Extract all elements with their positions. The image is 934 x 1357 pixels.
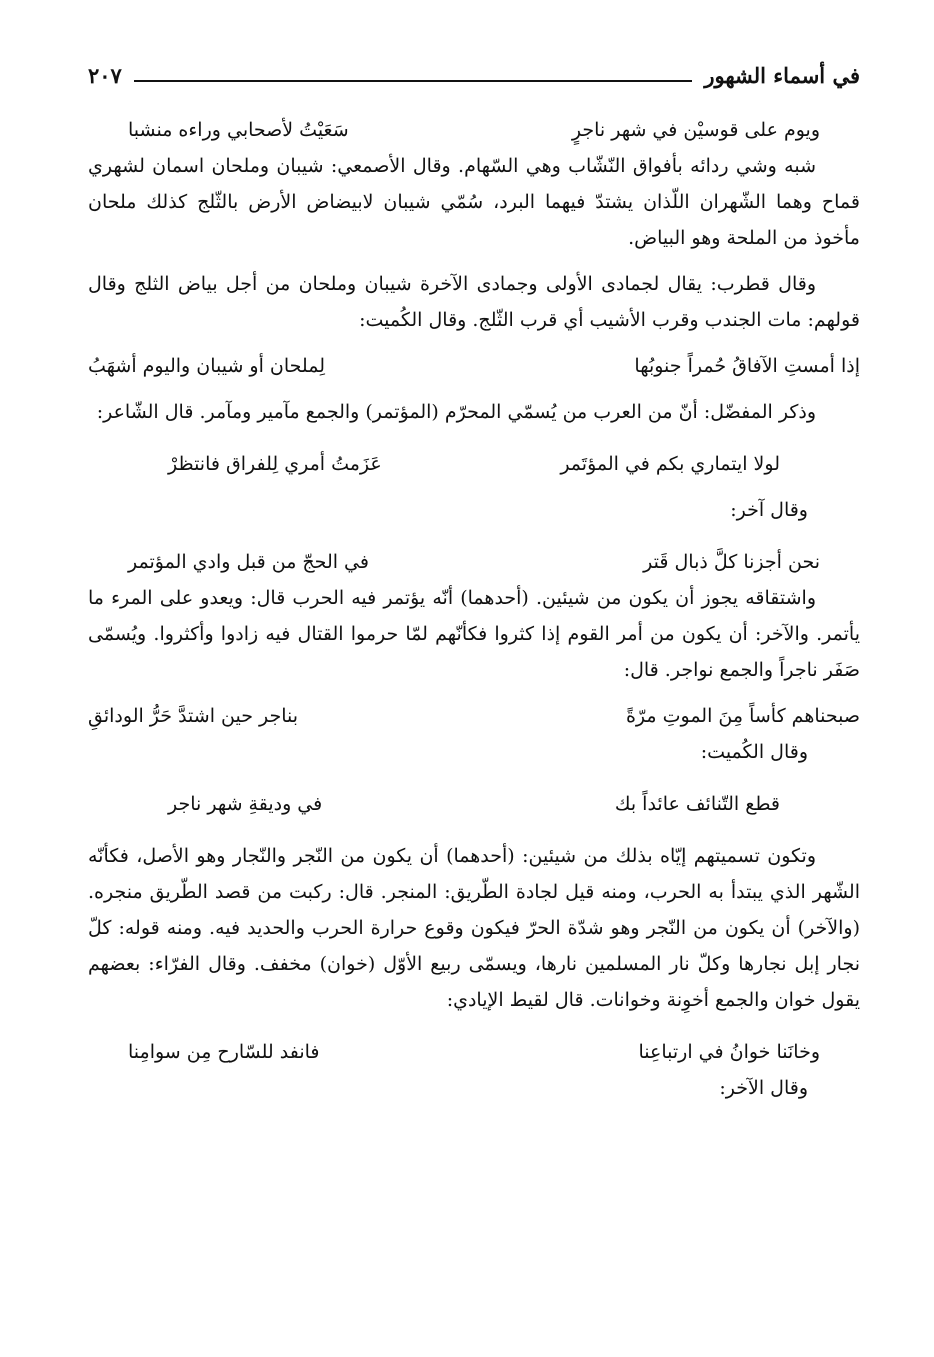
verse-line — [88, 112, 860, 148]
verse-second-hemistich: سَعَيْتُ لأصحابي وراءه منشبا — [128, 119, 349, 141]
verse-line — [88, 544, 860, 580]
verse-first-hemistich: ويوم على قوسيْن في شهر ناجرٍ — [571, 119, 820, 141]
verse-second-hemistich: بناجر حين اشتدَّ حَرُّ الودائقِ — [88, 705, 299, 727]
paragraph: شبه وشي ردائه بأفواق النّشّاب وهي السّهام. وقال الأصمعي: شيبان وملحان اسمان لشهري قماح وهما الشّهران اللّذان يشتدّ فيهما البرد، سُمّي شيبان لابيضاض الأرض بالثّلج كذلك ملحان مأخوذ من الملحة وهو البياض. — [88, 155, 860, 249]
header-rule — [134, 80, 693, 82]
verse-first-hemistich: نحن أجزنا كلَّ ذبال قَتر — [643, 551, 820, 573]
verse-first-hemistich: لولا ايتماري بكم في المؤتَمر — [560, 453, 780, 475]
verse-first-hemistich: وخانَنا خوانُ في ارتباعِنا — [638, 1041, 820, 1063]
page-body — [88, 110, 860, 1106]
verse-first-hemistich: صبحناهم كأساً مِنَ الموتِ مرّةً — [625, 705, 860, 727]
verse-line — [88, 698, 860, 734]
running-title: في أسماء الشهور — [704, 62, 860, 88]
verse-second-hemistich: في الحجّ من قبل وادي المؤتمر — [128, 551, 369, 573]
verse-line — [88, 1034, 860, 1070]
verse-introduction: وقال آخر: — [730, 499, 808, 521]
verse-first-hemistich: إذا أمستِ الآفاقُ حُمراً جنوبُها — [634, 355, 860, 377]
verse-line — [88, 786, 860, 822]
page-number: ٢٠٧ — [88, 62, 122, 88]
verse-second-hemistich: في وديقةِ شهر ناجر — [168, 793, 323, 815]
verse-line — [88, 348, 860, 384]
paragraph: وقال قطرب: يقال لجمادى الأولى وجمادى الآخرة شيبان وملحان من أجل بياض الثلج وقال قولهم: مات الجندب وقرب الأشيب أي قرب الثّلج. وقال الكُميت: — [88, 273, 860, 331]
page-header — [88, 58, 860, 92]
paragraph: وذكر المفضّل: أنّ من العرب من يُسمّي المحرّم (المؤتمر) والجمع مآمير ومآمر. قال الشّاعر: — [96, 401, 816, 423]
verse-second-hemistich: عَزَمتُ أمري لِلفراق فانتظرْ — [168, 453, 382, 475]
verse-second-hemistich: فانفد للسّارح مِن سوامِنا — [128, 1041, 320, 1063]
verse-introduction: وقال الكُميت: — [700, 741, 808, 763]
verse-introduction: وقال الآخر: — [719, 1077, 808, 1099]
verse-second-hemistich: لِملحان أو شيبان واليوم أشهَبُ — [88, 355, 325, 377]
paragraph: واشتقاقه يجوز أن يكون من شيئين. (أحدهما) أنّه يؤتمر فيه الحرب قال: ويعدو على المرء ما يأتمر. والآخر: أن يكون من أمر القوم إذا كثروا فكأنّهم لمّا حرموا القتال فيه زادوا وأكثروا. ويُسمّى صَفَر ناجراً والجمع نواجر. قال: — [88, 587, 860, 681]
paragraph: وتكون تسميتهم إيّاه بذلك من شيئين: (أحدهما) أن يكون من النّجر والنّجار وهو الأصل، فكأنّه الشّهر الذي يبتدأ به الحرب، ومنه قيل لجادة الطّريق: المنجر. قال: ركبت من قصد الطّريق منجره. (والآخر) أن يكون من النّجر وهو شدّة الحرّ فيكون وقوع حرارة الحرب والحديد فيه. ومنه قوله: كلّ نجار إبل نجارها وكلّ نار المسلمين نارها، ويسمّى ربيع الأوّل (خوان) مخفف. وقال الفرّاء: بعضهم يقول خوان والجمع أخوِنة وخوانات. قال لقيط الإيادي: — [88, 845, 860, 1011]
verse-first-hemistich: قطع التّنائف عائداً بك — [614, 793, 780, 815]
verse-line — [88, 446, 860, 482]
